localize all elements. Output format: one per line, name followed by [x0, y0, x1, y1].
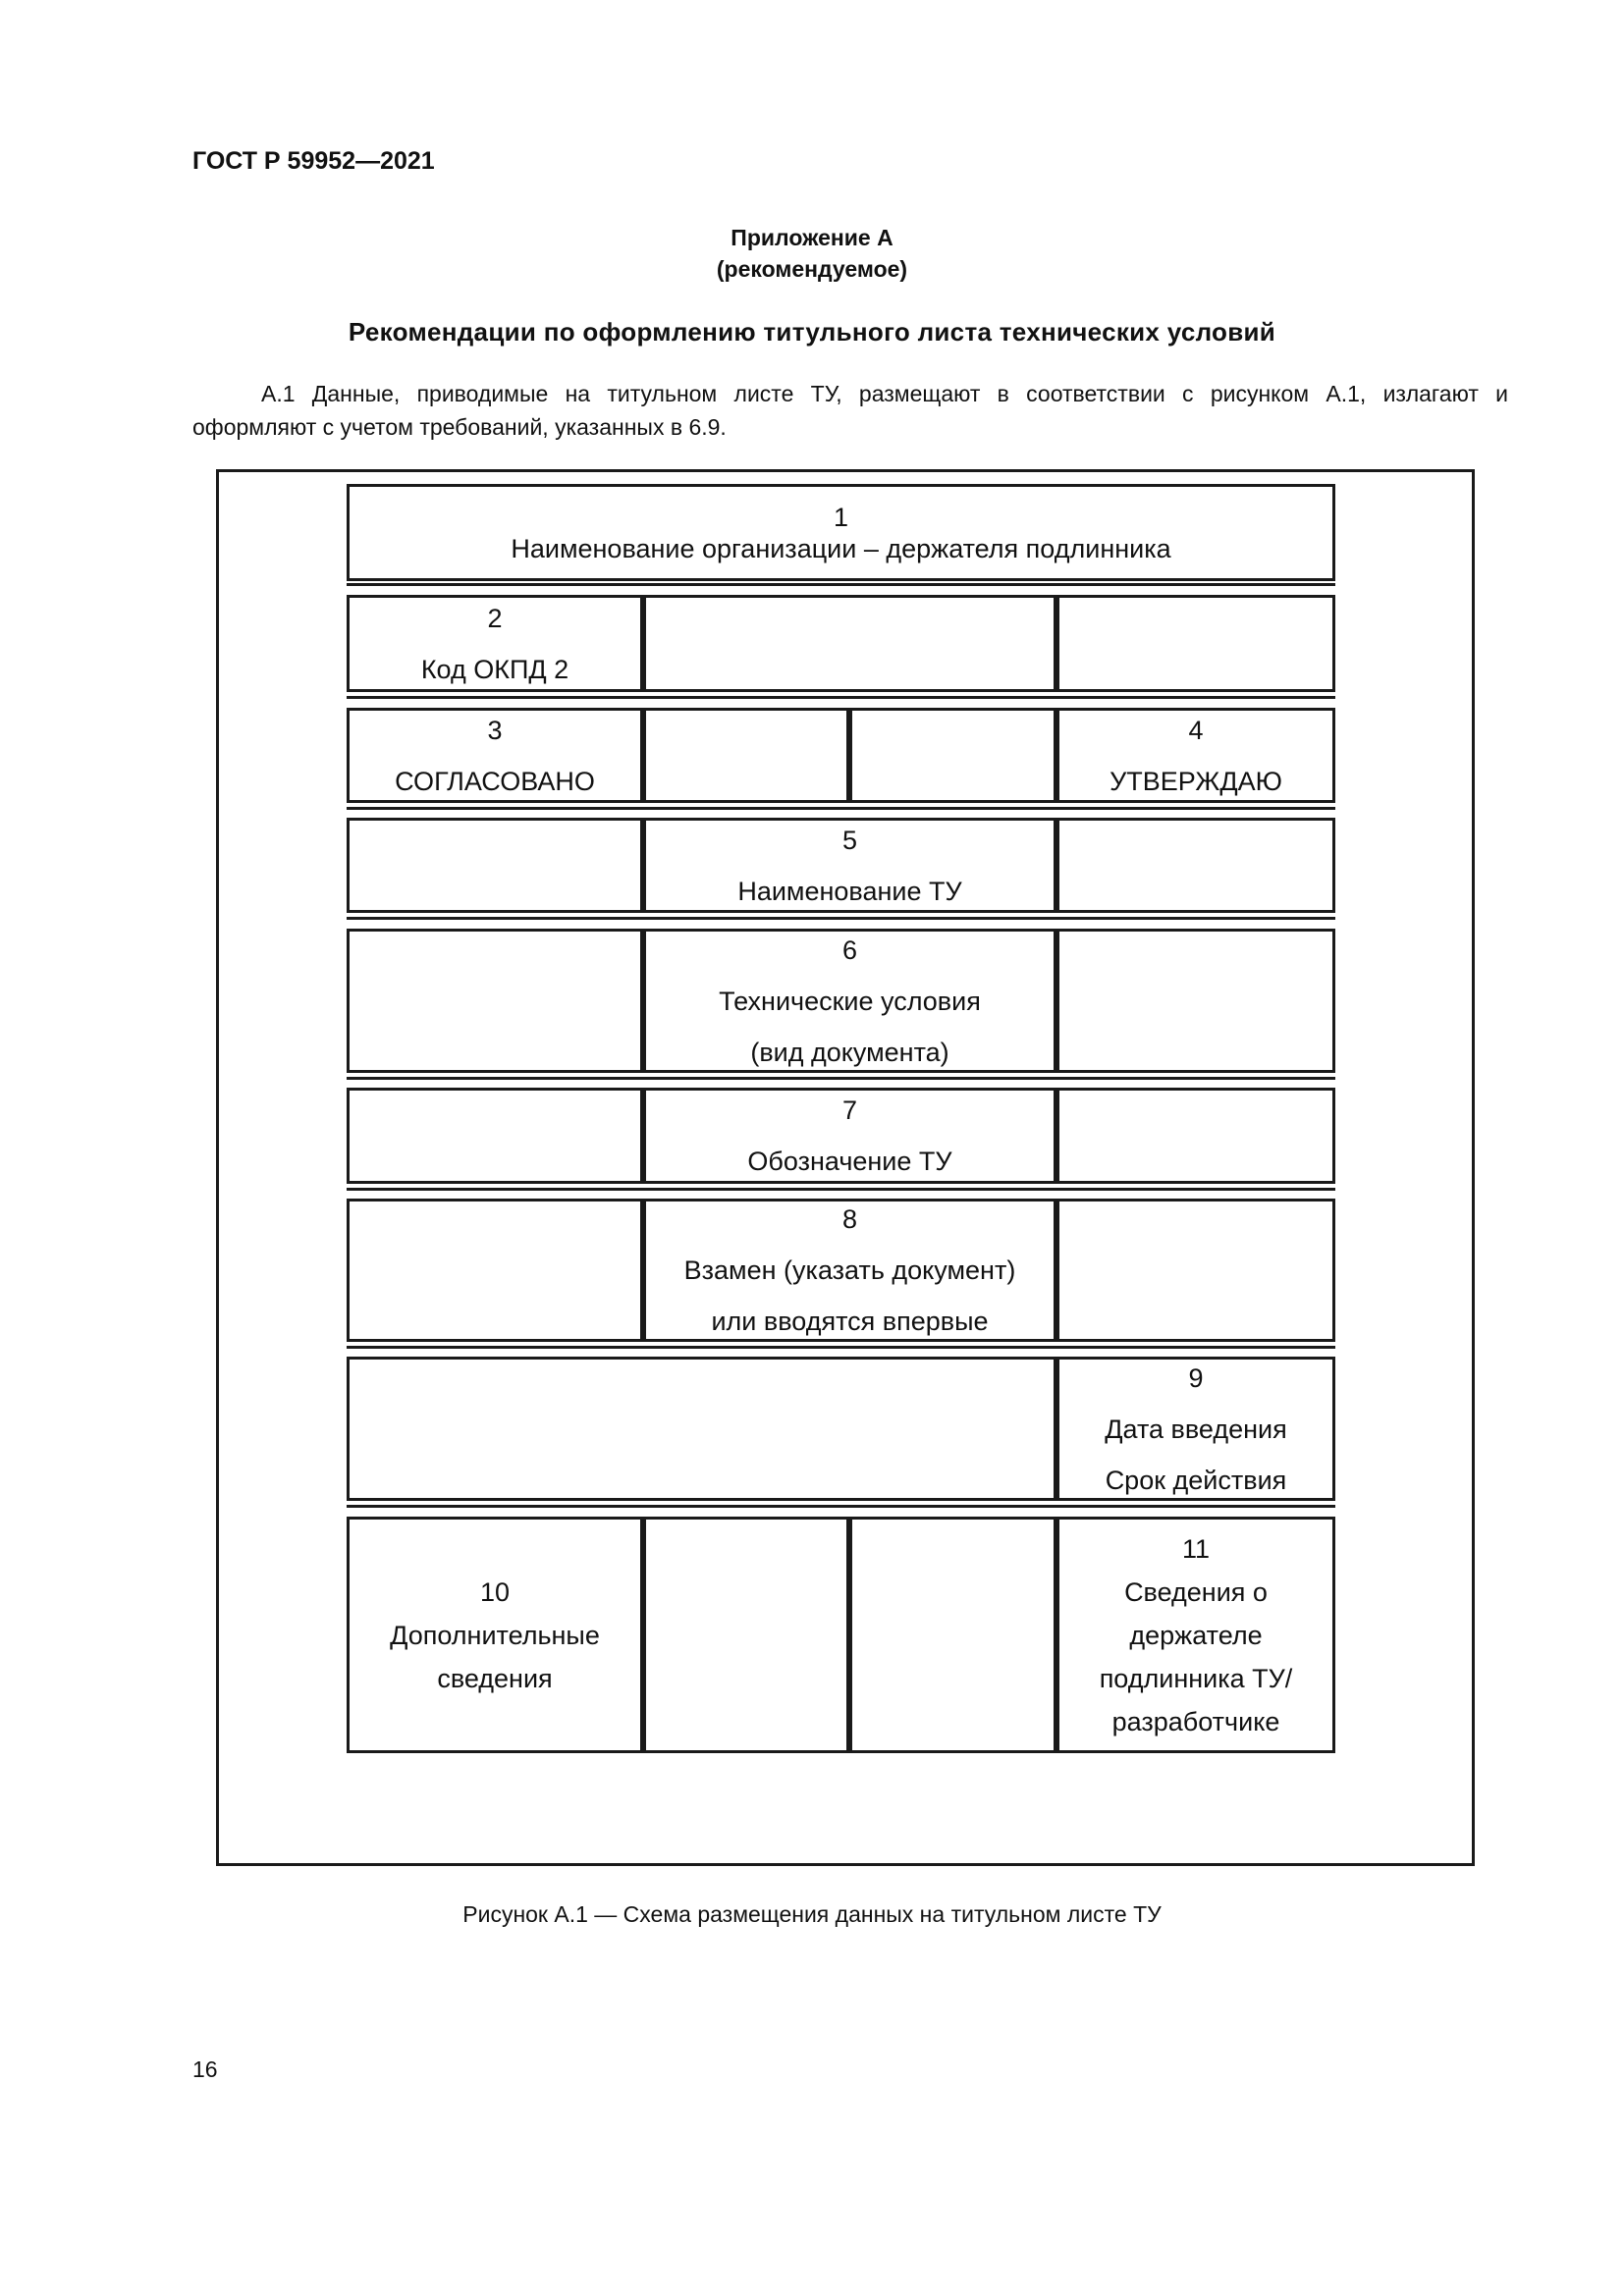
field-10 [347, 1517, 643, 1753]
field-number: 2 [487, 603, 503, 633]
field-4 [1056, 708, 1335, 803]
section-title: Рекомендации по оформлению титульного листа технических условий [348, 317, 1276, 347]
empty-field [1056, 1199, 1335, 1342]
field-label: Технические условия [719, 986, 981, 1016]
field-label: держателе [1129, 1620, 1263, 1650]
empty-field [347, 1357, 1056, 1501]
field-5 [643, 818, 1056, 913]
field-label: разработчике [1111, 1706, 1280, 1736]
field-number: 10 [479, 1576, 511, 1607]
empty-field [643, 595, 1056, 692]
field-label: Дополнительные [390, 1620, 600, 1650]
empty-field [643, 708, 849, 803]
field-number: 1 [833, 502, 849, 532]
empty-field [347, 1199, 643, 1342]
row-separator-line [347, 1188, 1335, 1191]
field-2 [347, 595, 643, 692]
empty-field [1056, 929, 1335, 1073]
field-number: 9 [1188, 1362, 1204, 1393]
field-number: 5 [841, 825, 858, 855]
appendix-subtitle: (рекомендуемое) [716, 256, 908, 282]
field-label: Код ОКПД 2 [420, 654, 569, 684]
row-separator-line [347, 583, 1335, 586]
row-separator-line [347, 807, 1335, 810]
field-label: Дата введения [1105, 1414, 1287, 1444]
field-number: 3 [487, 715, 503, 745]
field-label: сведения [437, 1663, 553, 1693]
empty-field [849, 1517, 1056, 1753]
empty-field [347, 818, 643, 913]
field-label: Обозначение ТУ [747, 1147, 952, 1176]
field-label: (вид документа) [750, 1037, 949, 1067]
field-7 [643, 1088, 1056, 1184]
field-label: Наименование ТУ [737, 876, 962, 906]
field-label: УТВЕРЖДАЮ [1110, 766, 1282, 796]
field-label: Срок действия [1105, 1465, 1287, 1495]
page-number: 16 [192, 2056, 218, 2082]
paragraph-line-1: А.1 Данные, приводимые на титульном листе ТУ, размещают в соответствии с рисунком А.1, излагают и [261, 381, 1508, 406]
field-number: 7 [841, 1095, 858, 1125]
figure-caption: Рисунок А.1 — Схема размещения данных на титульном листе ТУ [462, 1901, 1162, 1927]
document-code: ГОСТ Р 59952—2021 [192, 147, 435, 175]
field-number: 4 [1188, 715, 1204, 745]
field-label: или вводятся впервые [711, 1307, 989, 1336]
field-8 [643, 1199, 1056, 1342]
field-number: 8 [841, 1204, 858, 1234]
field-3 [347, 708, 643, 803]
paragraph-a1 [192, 377, 1508, 444]
empty-field [347, 929, 643, 1073]
field-label: Наименование организации – держателя подлинника [511, 533, 1171, 563]
field-number: 11 [1181, 1533, 1211, 1564]
field-9 [1056, 1357, 1335, 1501]
field-number: 6 [841, 934, 858, 965]
field-11 [1056, 1517, 1335, 1753]
field-label: СОГЛАСОВАНО [395, 766, 595, 796]
field-label: Сведения о [1124, 1576, 1268, 1607]
empty-field [1056, 1088, 1335, 1184]
field-label: Взамен (указать документ) [683, 1255, 1016, 1285]
empty-field [1056, 818, 1335, 913]
appendix-title: Приложение А [731, 225, 893, 250]
empty-field [643, 1517, 849, 1753]
field-6 [643, 929, 1056, 1073]
empty-field [347, 1088, 643, 1184]
row-separator-line [347, 917, 1335, 920]
field-1 [347, 484, 1335, 581]
empty-field [1056, 595, 1335, 692]
empty-field [849, 708, 1056, 803]
paragraph-line-2: оформляют с учетом требований, указанных в 6.9. [192, 414, 727, 440]
row-separator-line [347, 696, 1335, 699]
field-label: подлинника ТУ/ [1099, 1663, 1293, 1693]
